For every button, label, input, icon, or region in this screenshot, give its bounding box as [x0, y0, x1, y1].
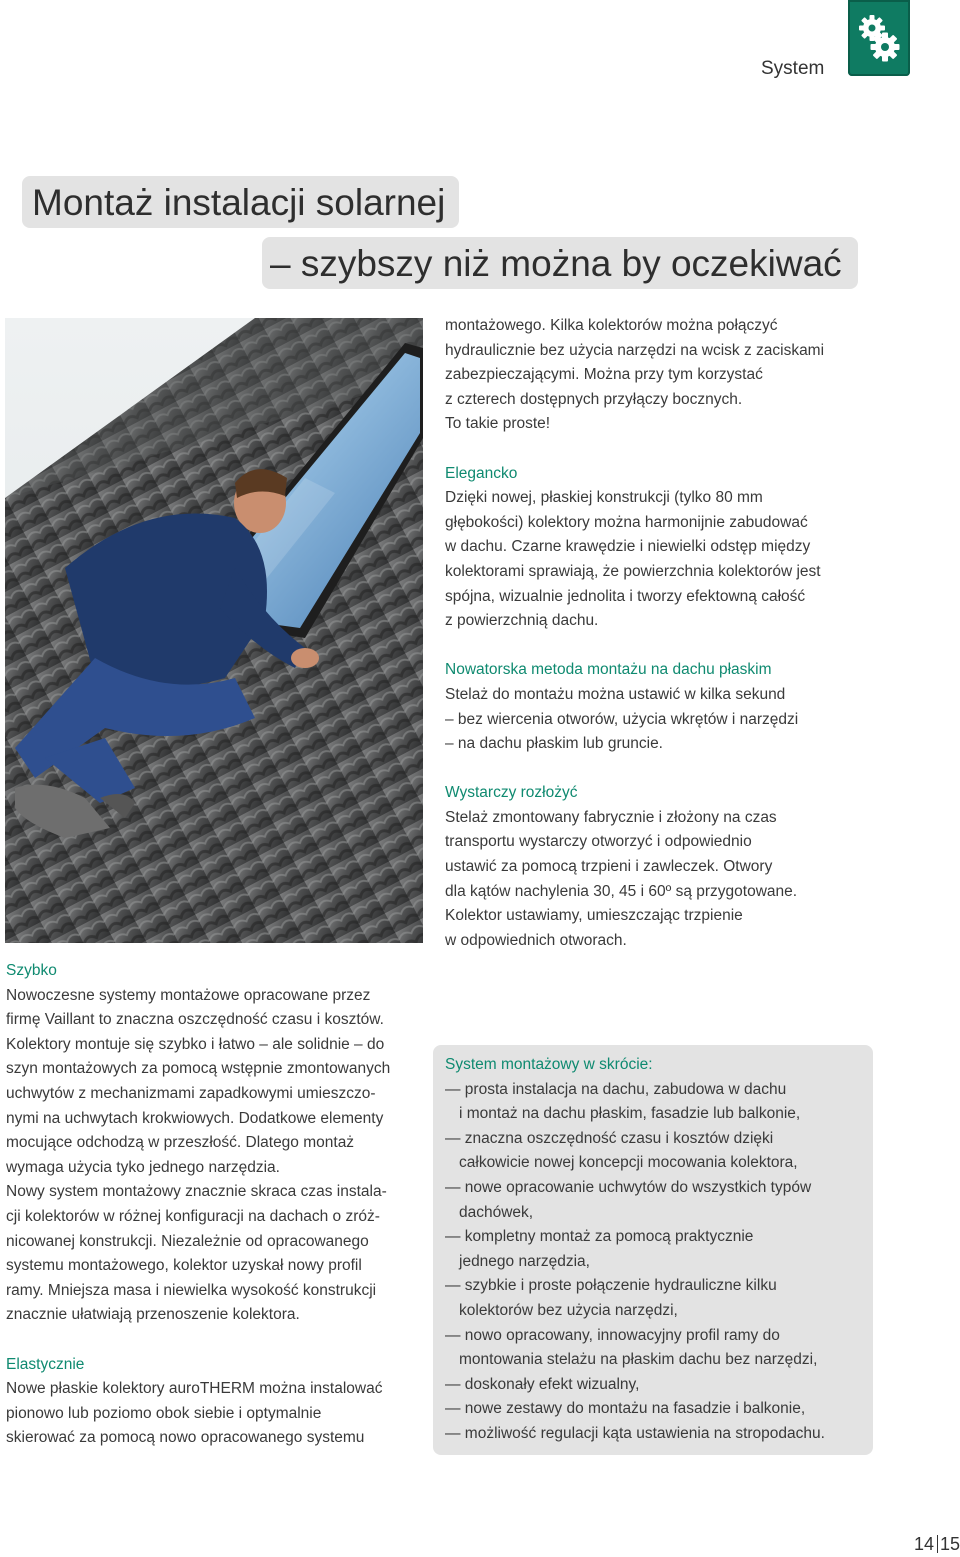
text-line: Kolektory montuje się szybko i łatwo – ale solidnie – do [6, 1035, 385, 1053]
page-number-divider [937, 1535, 938, 1553]
section-heading: Szybko [6, 962, 57, 979]
roof-installation-photo [5, 318, 423, 943]
text-line: skierować za pomocą nowo opracowanego systemu [6, 1429, 365, 1447]
text-line: znacznie ułatwiają przenoszenie kolektora. [6, 1306, 300, 1324]
summary-item: — nowe zestawy do montażu na fasadzie i balkonie, [445, 1400, 806, 1418]
text-line: Stelaż zmontowany fabrycznie i złożony na czas [445, 808, 777, 826]
summary-item-cont: dachówek, [459, 1203, 534, 1221]
text-line: pionowo lub poziomo obok siebie i optymalnie [6, 1404, 322, 1422]
page-numbers [914, 1534, 960, 1555]
summary-heading: System montażowy w skrócie: [445, 1056, 653, 1073]
text-line: w odpowiednich otworach. [445, 931, 627, 949]
section-heading: Wystarczy rozłożyć [445, 784, 578, 802]
text-line: w dachu. Czarne krawędzie i niewielki odstęp między [445, 538, 811, 556]
summary-item: — możliwość regulacji kąta ustawienia na stropodachu. [445, 1424, 825, 1442]
page-number-left: 14 [914, 1534, 935, 1554]
section-heading: Elegancko [445, 464, 518, 482]
summary-item: — nowo opracowany, innowacyjny profil ramy do [445, 1326, 780, 1344]
text-line: systemu montażowego, kolektor uzyskał nowy profil [6, 1257, 362, 1275]
text-line: z czterech dostępnych przyłączy bocznych. [445, 390, 743, 408]
text-line: Nowoczesne systemy montażowe opracowane przez [6, 986, 371, 1004]
intro-paragraph [445, 314, 905, 437]
summary-item-cont: całkowicie nowej koncepcji mocowania kolektora, [459, 1154, 798, 1172]
summary-item-cont: jednego narzędzia, [459, 1252, 590, 1270]
section-szybko [6, 959, 436, 1328]
section-label: System [761, 58, 825, 79]
text-line: cji kolektorów w różnej konfiguracji na dachach o zróż- [6, 1207, 380, 1225]
section-heading: Nowatorska metoda montażu na dachu płaskim [445, 661, 772, 679]
text-line: Stelaż do montażu można ustawić w kilka sekund [445, 685, 786, 703]
text-line: uchwytów z mechanizmami zapadkowymi umieszczo- [6, 1084, 376, 1102]
text-line: montażowego. Kilka kolektorów można połączyć [445, 317, 778, 334]
left-column [6, 959, 436, 1451]
right-column [445, 314, 905, 953]
text-line: spójna, wizualnie jednolita i tworzy efektowną całość [445, 587, 806, 605]
text-line: nymi na uchwytach krokwiowych. Dodatkowe elementy [6, 1109, 384, 1127]
section-heading: Elastycznie [6, 1355, 85, 1373]
section-flat-roof [445, 658, 905, 756]
summary-item: — szybkie i proste połączenie hydrauliczne kilku [445, 1277, 777, 1295]
page-title-line1: Montaż instalacji solarnej [22, 176, 459, 228]
text-line: firmę Vaillant to znaczna oszczędność czasu i kosztów. [6, 1011, 384, 1029]
text-line: Nowe płaskie kolektory auroTHERM można instalować [6, 1380, 383, 1398]
text-line: z powierzchnią dachu. [445, 612, 599, 630]
summary-item: — prosta instalacja na dachu, zabudowa w dachu [445, 1080, 787, 1098]
text-line: – na dachu płaskim lub gruncie. [445, 735, 663, 753]
section-tab [848, 0, 910, 76]
text-line: nicowanej konstrukcji. Niezależnie od opracowanego [6, 1232, 369, 1250]
text-line: zabezpieczającymi. Można przy tym korzystać [445, 366, 763, 384]
text-line: – bez wiercenia otworów, użycia wkrętów i narzędzi [445, 710, 799, 728]
text-line: szyn montażowych za pomocą wstępnie zmontowanych [6, 1060, 391, 1078]
page-number-right: 15 [940, 1534, 960, 1554]
text-line: dla kątów nachylenia 30, 45 i 60º są przygotowane. [445, 882, 798, 900]
summary-item-cont: i montaż na dachu płaskim, fasadzie lub balkonie, [459, 1105, 801, 1123]
text-line: Kolektor ustawiamy, umieszczając trzpienie [445, 907, 743, 925]
summary-box [433, 1045, 873, 1455]
text-line: hydraulicznie bez użycia narzędzi na wcisk z zaciskami [445, 341, 825, 359]
text-line: wymaga użycia tyko jednego narzędzia. [6, 1158, 280, 1176]
section-elastycznie [6, 1353, 436, 1451]
gears-icon [856, 12, 902, 64]
section-elegancko [445, 462, 905, 634]
text-line: ustawić za pomocą trzpieni i zawleczek. Otwory [445, 858, 773, 876]
text-line: głębokości) kolektory można harmonijnie zabudować [445, 513, 808, 531]
section-unfold [445, 781, 905, 953]
text-line: kolektorami sprawiają, że powierzchnia kolektorów jest [445, 562, 821, 580]
text-line: To takie proste! [445, 415, 551, 433]
page-title-line2: – szybszy niż można by oczekiwać [262, 237, 858, 289]
text-line: transportu wystarczy otworzyć i odpowiednio [445, 833, 752, 851]
text-line: Dzięki nowej, płaskiej konstrukcji (tylko 80 mm [445, 489, 763, 507]
text-line: mocujące odchodzą w przeszłość. Dlatego montaż [6, 1134, 355, 1152]
text-line: Nowy system montażowy znacznie skraca czas instala- [6, 1183, 387, 1201]
summary-item: — nowe opracowanie uchwytów do wszystkich typów [445, 1178, 812, 1196]
summary-item-cont: kolektorów bez użycia narzędzi, [459, 1301, 678, 1319]
summary-item: — kompletny montaż za pomocą praktycznie [445, 1228, 754, 1246]
summary-item: — doskonały efekt wizualny, [445, 1375, 640, 1393]
summary-item: — znaczna oszczędność czasu i kosztów dzięki [445, 1129, 774, 1147]
text-line: ramy. Mniejsza masa i niewielka wysokość konstrukcji [6, 1281, 377, 1299]
summary-item-cont: montowania stelażu na płaskim dachu bez narzędzi, [459, 1351, 818, 1369]
